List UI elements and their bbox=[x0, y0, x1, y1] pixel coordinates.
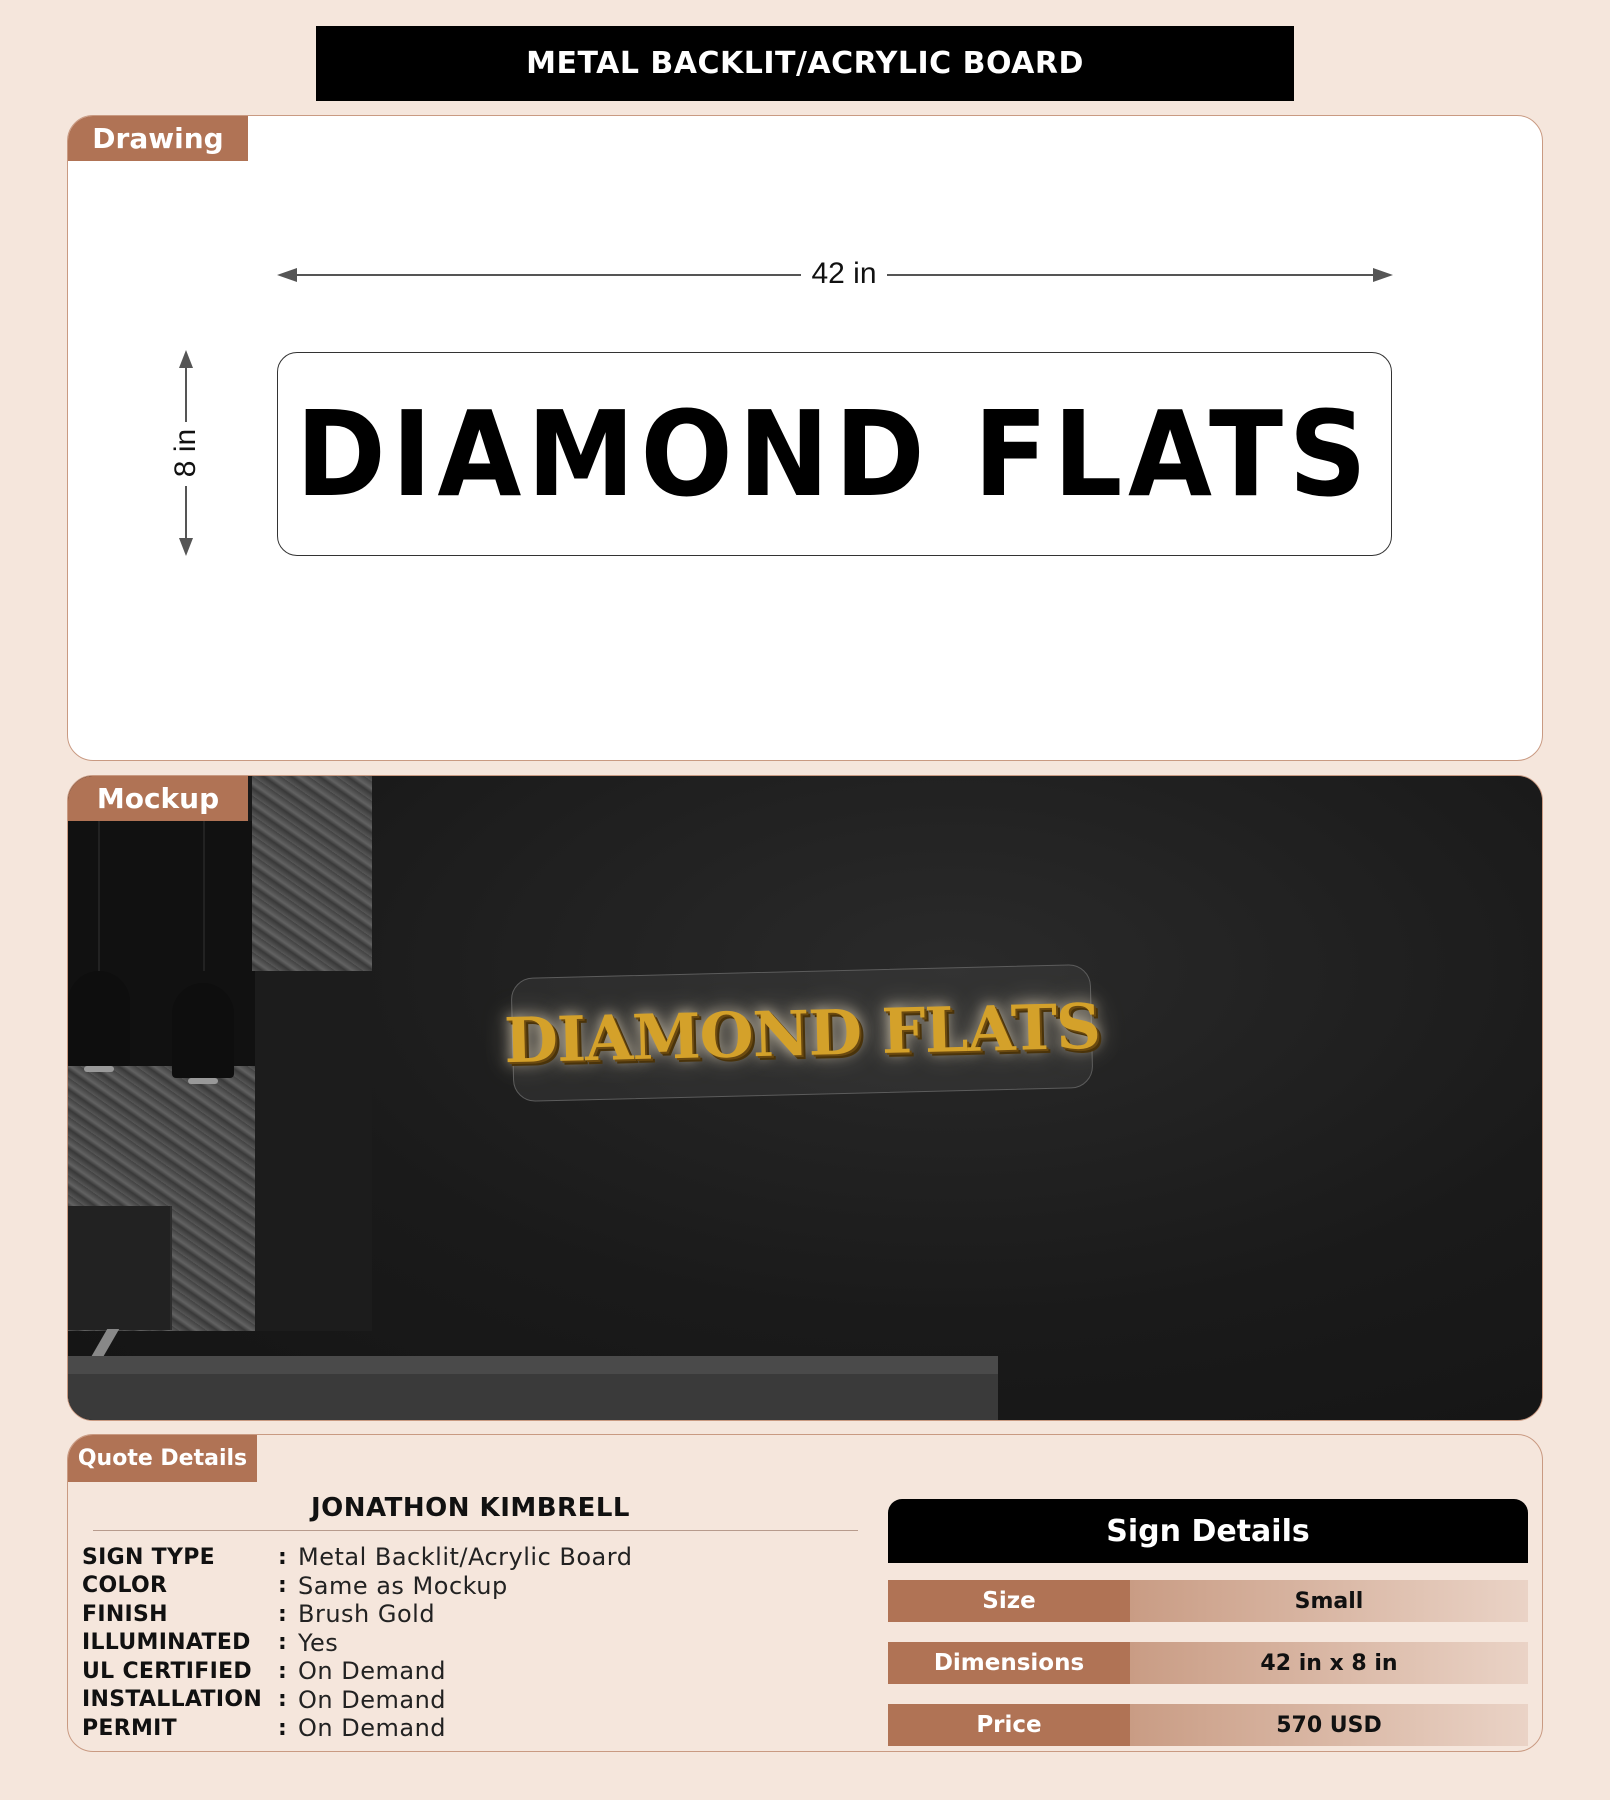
sign-detail-value: Small bbox=[1130, 1580, 1528, 1622]
spec-row: INSTALLATION : On Demand bbox=[82, 1685, 447, 1714]
spec-value: Same as Mockup bbox=[298, 1571, 508, 1600]
spec-key: FINISH bbox=[82, 1601, 168, 1627]
monitor-icon bbox=[68, 1206, 172, 1330]
pendant-lamp-icon bbox=[68, 971, 130, 1066]
sign-detail-value: 42 in x 8 in bbox=[1130, 1642, 1528, 1684]
lamp-light bbox=[84, 1066, 114, 1072]
width-label: 42 in bbox=[811, 257, 877, 290]
spec-value: On Demand bbox=[298, 1657, 447, 1686]
desk-top bbox=[68, 1356, 998, 1374]
pendant-lamp-icon bbox=[172, 983, 234, 1078]
drawing-tab-label: Drawing bbox=[68, 116, 248, 161]
sign-mockup-board bbox=[503, 964, 1101, 1102]
sign-detail-key: Dimensions bbox=[888, 1642, 1130, 1684]
spec-value: On Demand bbox=[298, 1714, 447, 1743]
lamp-cord bbox=[98, 821, 100, 971]
spec-value: Brush Gold bbox=[298, 1600, 436, 1629]
divider bbox=[93, 1530, 858, 1531]
customer-name: JONATHON KIMBRELL bbox=[311, 1493, 630, 1523]
spec-row: SIGN TYPE : Metal Backlit/Acrylic Board bbox=[82, 1543, 633, 1572]
spec-row: FINISH : Brush Gold bbox=[82, 1600, 436, 1629]
desk bbox=[68, 1374, 998, 1421]
spec-key: ILLUMINATED bbox=[82, 1630, 251, 1656]
mockup-panel bbox=[67, 775, 1543, 1421]
spec-key: INSTALLATION bbox=[82, 1687, 263, 1713]
sign-mockup-text: DIAMOND FLATS bbox=[503, 989, 1101, 1077]
spec-key: COLOR bbox=[82, 1573, 168, 1599]
quote-tab-label: Quote Details bbox=[68, 1435, 257, 1482]
spec-list bbox=[82, 1543, 862, 1743]
lamp-light bbox=[188, 1078, 218, 1084]
arrow-right-icon bbox=[1373, 268, 1393, 282]
sign-drawing-text: DIAMOND FLATS bbox=[296, 385, 1373, 523]
page-title: METAL BACKLIT/ACRYLIC BOARD bbox=[316, 26, 1294, 101]
mockup-dark-column bbox=[255, 971, 372, 1331]
sign-drawing-board bbox=[277, 352, 1392, 556]
sign-details-title: Sign Details bbox=[888, 1499, 1528, 1563]
width-dimension bbox=[277, 257, 1393, 291]
quote-panel bbox=[67, 1434, 1543, 1752]
spec-row: COLOR : Same as Mockup bbox=[82, 1571, 508, 1600]
sign-detail-row-dimensions bbox=[888, 1642, 1528, 1684]
sign-detail-key: Price bbox=[888, 1704, 1130, 1746]
spec-row: UL CERTIFIED : On Demand bbox=[82, 1657, 447, 1686]
spec-value: On Demand bbox=[298, 1685, 447, 1714]
spec-row: ILLUMINATED : Yes bbox=[82, 1628, 339, 1657]
height-dimension bbox=[166, 350, 206, 556]
sign-detail-row-size bbox=[888, 1580, 1528, 1622]
arrow-down-icon bbox=[179, 538, 193, 556]
drawing-panel bbox=[67, 115, 1543, 761]
lamp-cord bbox=[203, 821, 205, 971]
concrete-panel bbox=[252, 776, 372, 971]
spec-key: SIGN TYPE bbox=[82, 1544, 215, 1570]
spec-value: Metal Backlit/Acrylic Board bbox=[298, 1543, 633, 1572]
spec-key: PERMIT bbox=[82, 1715, 177, 1741]
spec-key: UL CERTIFIED bbox=[82, 1658, 252, 1684]
sign-detail-row-price bbox=[888, 1704, 1528, 1746]
height-label: 8 in bbox=[169, 428, 202, 478]
spec-value: Yes bbox=[298, 1628, 339, 1657]
mockup-tab-label: Mockup bbox=[68, 776, 248, 821]
dimension-line bbox=[287, 274, 801, 276]
sign-detail-key: Size bbox=[888, 1580, 1130, 1622]
dimension-line bbox=[887, 274, 1383, 276]
dimension-line bbox=[185, 486, 187, 544]
spec-row: PERMIT : On Demand bbox=[82, 1714, 447, 1743]
sign-detail-value: 570 USD bbox=[1130, 1704, 1528, 1746]
